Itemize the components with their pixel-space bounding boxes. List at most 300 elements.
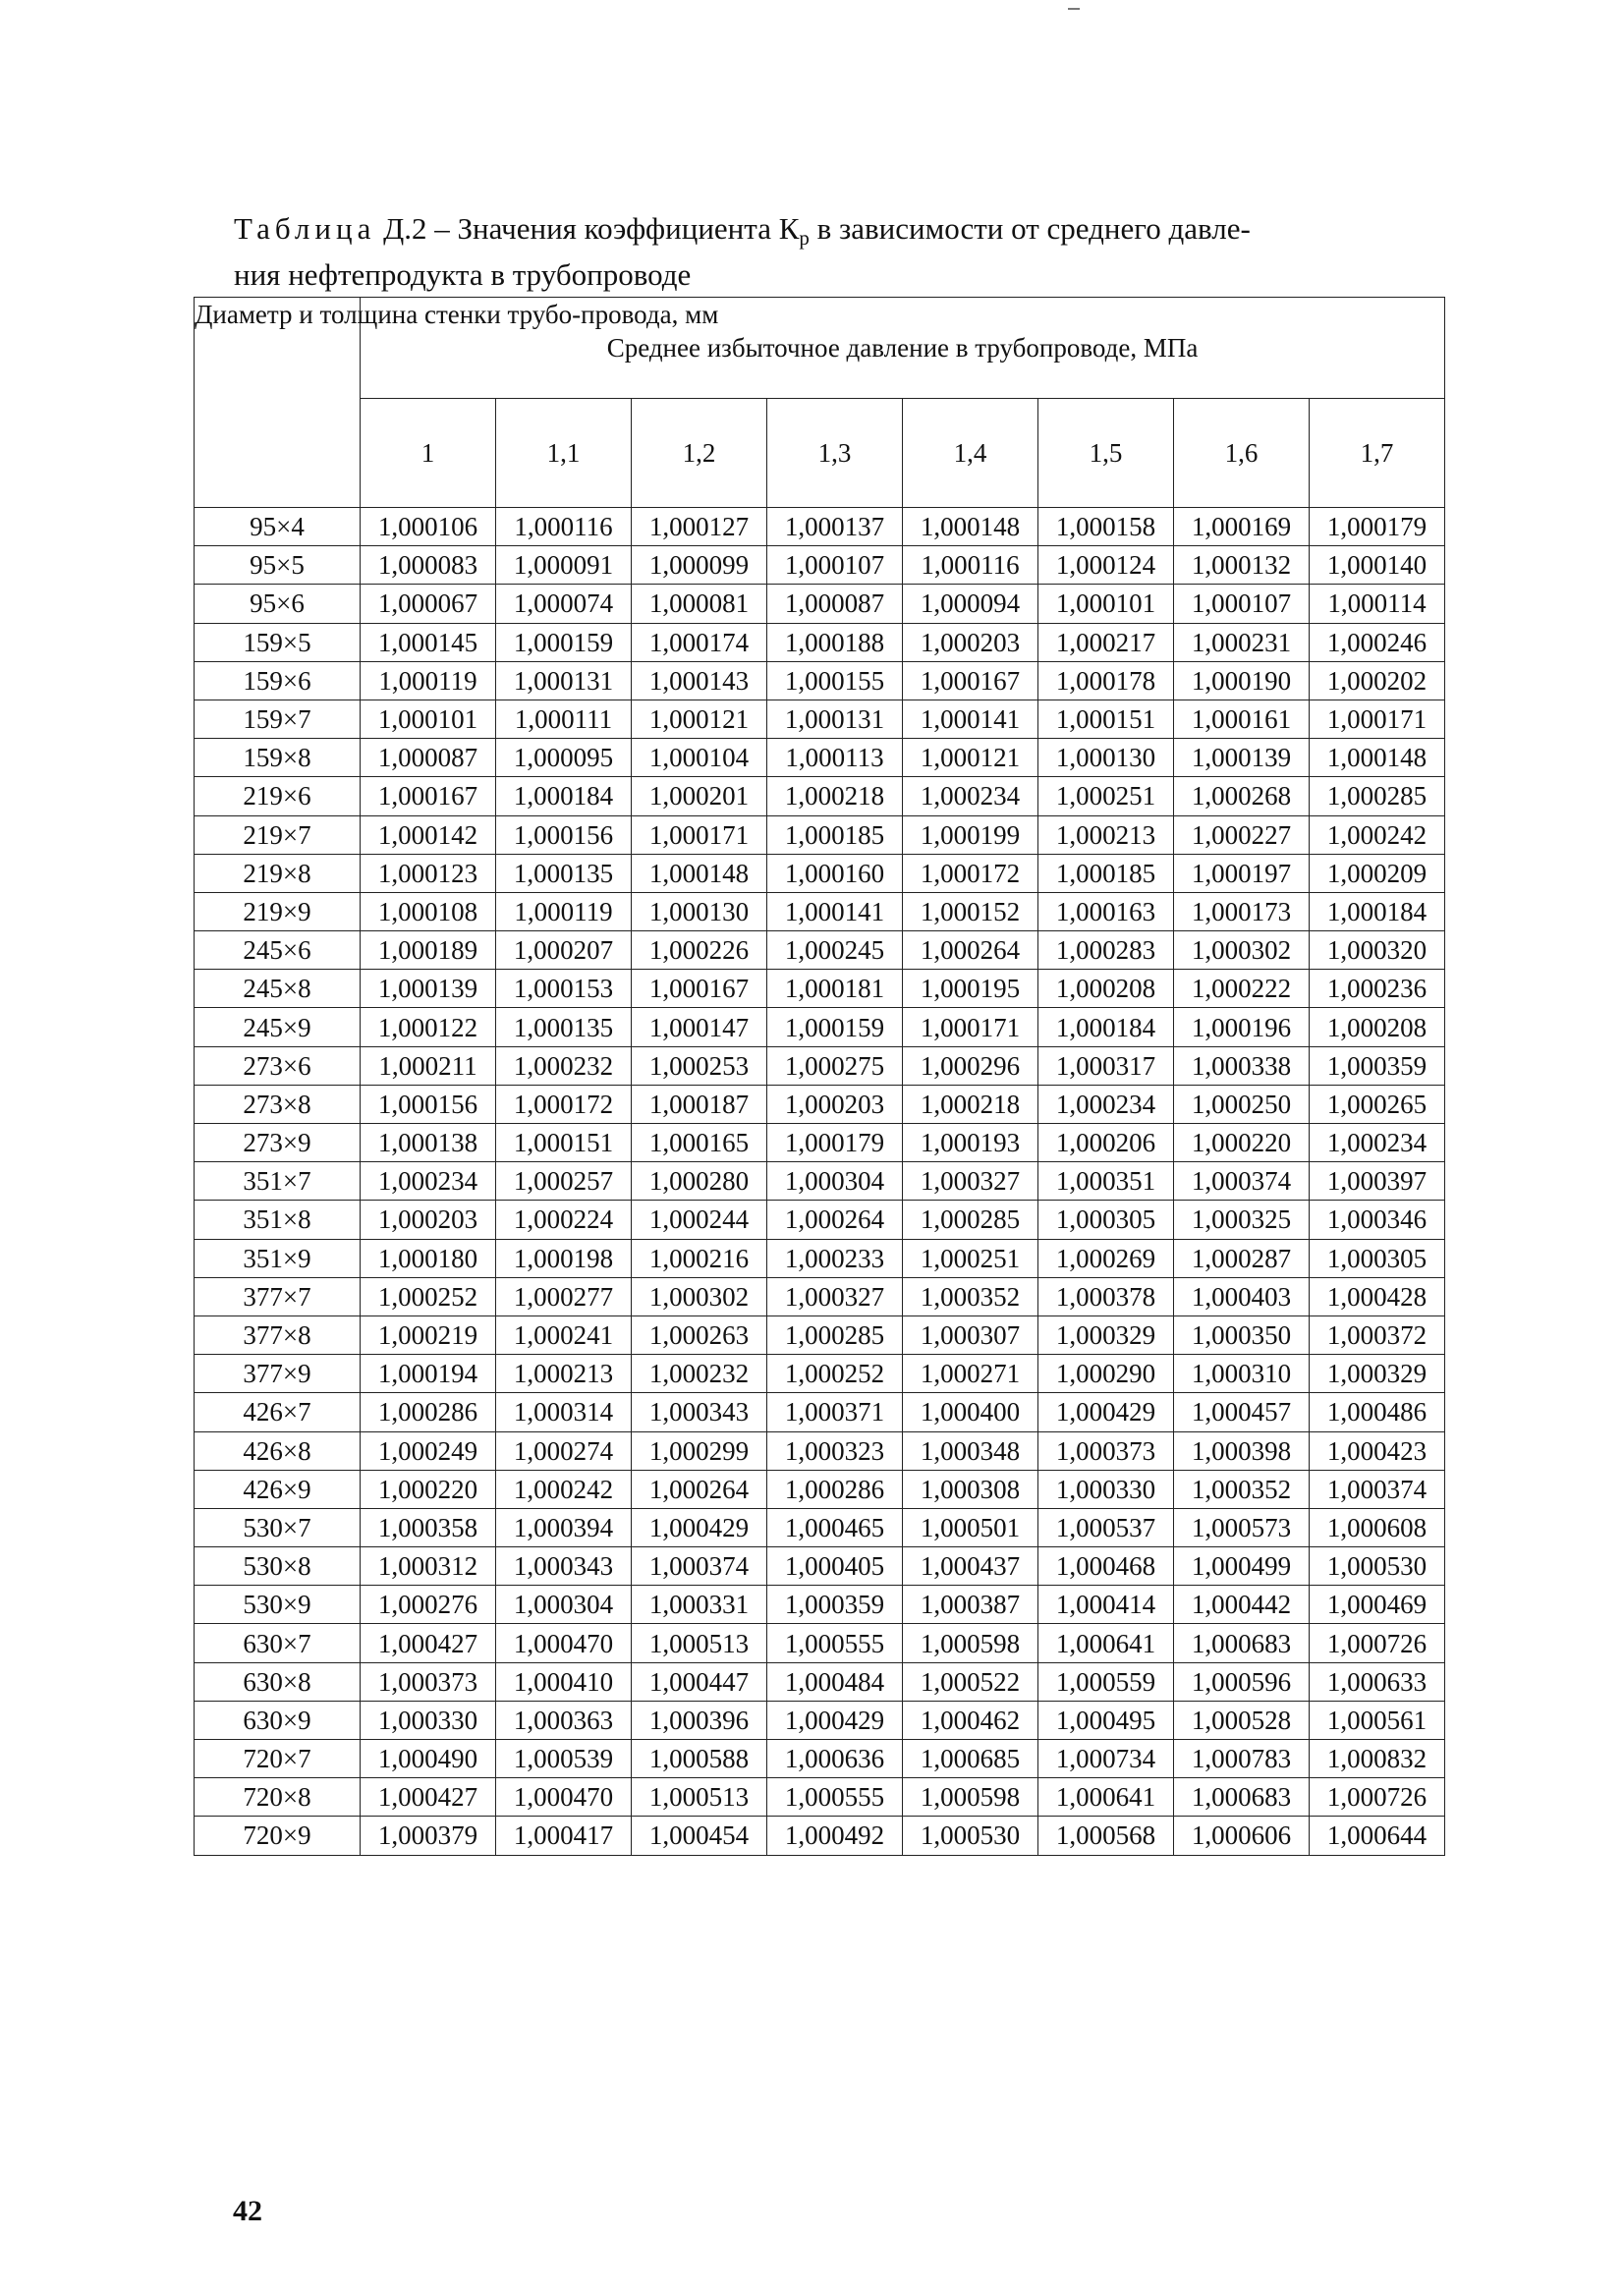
coefficient-cell: 1,000394 bbox=[496, 1508, 632, 1546]
coefficient-cell: 1,000501 bbox=[903, 1508, 1038, 1546]
pipe-size-cell: 245×6 bbox=[195, 931, 361, 970]
coefficient-cell: 1,000153 bbox=[496, 970, 632, 1008]
coefficient-cell: 1,000598 bbox=[903, 1624, 1038, 1662]
table-row bbox=[195, 1085, 1445, 1123]
coefficient-cell: 1,000329 bbox=[1310, 1355, 1445, 1393]
coefficient-cell: 1,000189 bbox=[361, 931, 496, 970]
coefficient-cell: 1,000371 bbox=[767, 1393, 903, 1431]
table-row bbox=[195, 1008, 1445, 1046]
pipe-size-cell: 630×9 bbox=[195, 1701, 361, 1739]
coefficient-cell: 1,000106 bbox=[361, 508, 496, 546]
coefficient-cell: 1,000304 bbox=[496, 1586, 632, 1624]
coefficient-cell: 1,000343 bbox=[496, 1547, 632, 1586]
caption-subscript: р bbox=[799, 226, 810, 250]
coefficient-cell: 1,000222 bbox=[1174, 970, 1310, 1008]
table-row bbox=[195, 1162, 1445, 1201]
coefficient-cell: 1,000220 bbox=[1174, 1124, 1310, 1162]
coefficient-cell: 1,000469 bbox=[1310, 1586, 1445, 1624]
coefficient-cell: 1,000123 bbox=[361, 854, 496, 892]
coefficient-cell: 1,000159 bbox=[767, 1008, 903, 1046]
coefficient-cell: 1,000350 bbox=[1174, 1315, 1310, 1354]
coefficient-cell: 1,000197 bbox=[1174, 854, 1310, 892]
coefficient-cell: 1,000257 bbox=[496, 1162, 632, 1201]
coefficient-cell: 1,000209 bbox=[1310, 854, 1445, 892]
table-row bbox=[195, 1817, 1445, 1855]
coefficient-cell: 1,000234 bbox=[1310, 1124, 1445, 1162]
coefficient-cell: 1,000107 bbox=[767, 546, 903, 585]
caption-line-1 bbox=[234, 210, 1442, 256]
coefficient-cell: 1,000160 bbox=[767, 854, 903, 892]
diameter-header: Диаметр и толщина стенки трубо-провода, мм bbox=[195, 298, 361, 508]
coefficient-cell: 1,000208 bbox=[1038, 970, 1174, 1008]
coefficient-cell: 1,000457 bbox=[1174, 1393, 1310, 1431]
coefficient-cell: 1,000217 bbox=[1038, 623, 1174, 661]
coefficient-cell: 1,000636 bbox=[767, 1740, 903, 1778]
coefficient-cell: 1,000346 bbox=[1310, 1201, 1445, 1239]
coefficient-cell: 1,000094 bbox=[903, 585, 1038, 623]
coefficient-cell: 1,000462 bbox=[903, 1701, 1038, 1739]
coefficient-cell: 1,000429 bbox=[1038, 1393, 1174, 1431]
coefficient-table bbox=[194, 297, 1445, 1856]
coefficient-cell: 1,000286 bbox=[361, 1393, 496, 1431]
coefficient-cell: 1,000216 bbox=[632, 1239, 767, 1277]
coefficient-cell: 1,000138 bbox=[361, 1124, 496, 1162]
coefficient-cell: 1,000158 bbox=[1038, 508, 1174, 546]
table-row bbox=[195, 1046, 1445, 1085]
coefficient-cell: 1,000304 bbox=[767, 1162, 903, 1201]
coefficient-cell: 1,000087 bbox=[361, 739, 496, 777]
coefficient-cell: 1,000119 bbox=[361, 661, 496, 700]
coefficient-cell: 1,000132 bbox=[1174, 546, 1310, 585]
coefficient-cell: 1,000596 bbox=[1174, 1662, 1310, 1701]
coefficient-cell: 1,000397 bbox=[1310, 1162, 1445, 1201]
coefficient-cell: 1,000167 bbox=[903, 661, 1038, 700]
coefficient-cell: 1,000114 bbox=[1310, 585, 1445, 623]
pipe-size-cell: 426×8 bbox=[195, 1431, 361, 1470]
table-row bbox=[195, 700, 1445, 738]
header-row-1 bbox=[195, 298, 1445, 399]
coefficient-cell: 1,000139 bbox=[1174, 739, 1310, 777]
coefficient-cell: 1,000131 bbox=[496, 661, 632, 700]
coefficient-cell: 1,000194 bbox=[361, 1355, 496, 1393]
coefficient-cell: 1,000087 bbox=[767, 585, 903, 623]
coefficient-cell: 1,000251 bbox=[1038, 777, 1174, 815]
coefficient-cell: 1,000465 bbox=[767, 1508, 903, 1546]
table-row bbox=[195, 892, 1445, 930]
pipe-size-cell: 159×6 bbox=[195, 661, 361, 700]
coefficient-cell: 1,000277 bbox=[496, 1277, 632, 1315]
coefficient-cell: 1,000588 bbox=[632, 1740, 767, 1778]
coefficient-cell: 1,000179 bbox=[767, 1124, 903, 1162]
coefficient-cell: 1,000156 bbox=[496, 815, 632, 854]
table-row bbox=[195, 1586, 1445, 1624]
coefficient-cell: 1,000428 bbox=[1310, 1277, 1445, 1315]
coefficient-cell: 1,000206 bbox=[1038, 1124, 1174, 1162]
pipe-size-cell: 351×9 bbox=[195, 1239, 361, 1277]
coefficient-cell: 1,000359 bbox=[767, 1586, 903, 1624]
pipe-size-cell: 273×8 bbox=[195, 1085, 361, 1123]
coefficient-cell: 1,000122 bbox=[361, 1008, 496, 1046]
pipe-size-cell: 630×7 bbox=[195, 1624, 361, 1662]
table-row bbox=[195, 1470, 1445, 1508]
coefficient-cell: 1,000180 bbox=[361, 1239, 496, 1277]
coefficient-cell: 1,000359 bbox=[1310, 1046, 1445, 1085]
pipe-size-cell: 159×5 bbox=[195, 623, 361, 661]
coefficient-cell: 1,000323 bbox=[767, 1431, 903, 1470]
coefficient-cell: 1,000331 bbox=[632, 1586, 767, 1624]
table-row bbox=[195, 1547, 1445, 1586]
coefficient-cell: 1,000683 bbox=[1174, 1624, 1310, 1662]
coefficient-cell: 1,000111 bbox=[496, 700, 632, 738]
coefficient-cell: 1,000783 bbox=[1174, 1740, 1310, 1778]
coefficient-cell: 1,000190 bbox=[1174, 661, 1310, 700]
table-row bbox=[195, 854, 1445, 892]
coefficient-cell: 1,000241 bbox=[496, 1315, 632, 1354]
coefficient-cell: 1,000242 bbox=[496, 1470, 632, 1508]
pipe-size-cell: 630×8 bbox=[195, 1662, 361, 1701]
coefficient-cell: 1,000234 bbox=[903, 777, 1038, 815]
pressure-column-header: 1,6 bbox=[1174, 399, 1310, 508]
table-row bbox=[195, 777, 1445, 815]
coefficient-cell: 1,000203 bbox=[361, 1201, 496, 1239]
pressure-column-header: 1,4 bbox=[903, 399, 1038, 508]
caption-line-2: ния нефтепродукта в трубопроводе bbox=[234, 257, 692, 292]
coefficient-cell: 1,000378 bbox=[1038, 1277, 1174, 1315]
coefficient-cell: 1,000246 bbox=[1310, 623, 1445, 661]
pipe-size-cell: 530×7 bbox=[195, 1508, 361, 1546]
coefficient-cell: 1,000555 bbox=[767, 1778, 903, 1817]
coefficient-cell: 1,000151 bbox=[1038, 700, 1174, 738]
coefficient-cell: 1,000101 bbox=[361, 700, 496, 738]
coefficient-cell: 1,000121 bbox=[903, 739, 1038, 777]
coefficient-cell: 1,000325 bbox=[1174, 1201, 1310, 1239]
table-caption bbox=[234, 210, 1442, 294]
coefficient-cell: 1,000141 bbox=[903, 700, 1038, 738]
table-row bbox=[195, 815, 1445, 854]
coefficient-cell: 1,000329 bbox=[1038, 1315, 1174, 1354]
coefficient-cell: 1,000363 bbox=[496, 1701, 632, 1739]
coefficient-cell: 1,000287 bbox=[1174, 1239, 1310, 1277]
coefficient-cell: 1,000685 bbox=[903, 1740, 1038, 1778]
coefficient-cell: 1,000141 bbox=[767, 892, 903, 930]
pipe-size-cell: 720×8 bbox=[195, 1778, 361, 1817]
coefficient-cell: 1,000213 bbox=[496, 1355, 632, 1393]
coefficient-cell: 1,000305 bbox=[1038, 1201, 1174, 1239]
coefficient-cell: 1,000131 bbox=[767, 700, 903, 738]
coefficient-cell: 1,000184 bbox=[496, 777, 632, 815]
coefficient-cell: 1,000231 bbox=[1174, 623, 1310, 661]
coefficient-cell: 1,000236 bbox=[1310, 970, 1445, 1008]
coefficient-cell: 1,000107 bbox=[1174, 585, 1310, 623]
table-row bbox=[195, 1508, 1445, 1546]
coefficient-cell: 1,000091 bbox=[496, 546, 632, 585]
header-row-2 bbox=[195, 399, 1445, 508]
coefficient-cell: 1,000161 bbox=[1174, 700, 1310, 738]
pipe-size-cell: 273×6 bbox=[195, 1046, 361, 1085]
pressure-column-header: 1 bbox=[361, 399, 496, 508]
table-row bbox=[195, 1662, 1445, 1701]
pressure-column-header: 1,7 bbox=[1310, 399, 1445, 508]
coefficient-cell: 1,000374 bbox=[1310, 1470, 1445, 1508]
coefficient-cell: 1,000530 bbox=[903, 1817, 1038, 1855]
pipe-size-cell: 95×6 bbox=[195, 585, 361, 623]
coefficient-cell: 1,000327 bbox=[767, 1277, 903, 1315]
coefficient-cell: 1,000218 bbox=[767, 777, 903, 815]
coefficient-cell: 1,000083 bbox=[361, 546, 496, 585]
coefficient-cell: 1,000310 bbox=[1174, 1355, 1310, 1393]
coefficient-cell: 1,000405 bbox=[767, 1547, 903, 1586]
coefficient-cell: 1,000492 bbox=[767, 1817, 903, 1855]
coefficient-cell: 1,000249 bbox=[361, 1431, 496, 1470]
coefficient-cell: 1,000264 bbox=[632, 1470, 767, 1508]
coefficient-cell: 1,000101 bbox=[1038, 585, 1174, 623]
coefficient-cell: 1,000104 bbox=[632, 739, 767, 777]
coefficient-cell: 1,000442 bbox=[1174, 1586, 1310, 1624]
coefficient-cell: 1,000330 bbox=[361, 1701, 496, 1739]
pipe-size-cell: 530×8 bbox=[195, 1547, 361, 1586]
coefficient-cell: 1,000178 bbox=[1038, 661, 1174, 700]
pipe-size-cell: 530×9 bbox=[195, 1586, 361, 1624]
coefficient-cell: 1,000251 bbox=[903, 1239, 1038, 1277]
coefficient-cell: 1,000148 bbox=[632, 854, 767, 892]
coefficient-cell: 1,000140 bbox=[1310, 546, 1445, 585]
pipe-size-cell: 219×8 bbox=[195, 854, 361, 892]
table-row bbox=[195, 1624, 1445, 1662]
coefficient-cell: 1,000308 bbox=[903, 1470, 1038, 1508]
coefficient-cell: 1,000155 bbox=[767, 661, 903, 700]
coefficient-cell: 1,000242 bbox=[1310, 815, 1445, 854]
coefficient-cell: 1,000108 bbox=[361, 892, 496, 930]
coefficient-cell: 1,000598 bbox=[903, 1778, 1038, 1817]
coefficient-cell: 1,000283 bbox=[1038, 931, 1174, 970]
coefficient-cell: 1,000147 bbox=[632, 1008, 767, 1046]
coefficient-cell: 1,000429 bbox=[632, 1508, 767, 1546]
coefficient-cell: 1,000537 bbox=[1038, 1508, 1174, 1546]
coefficient-cell: 1,000184 bbox=[1038, 1008, 1174, 1046]
coefficient-cell: 1,000429 bbox=[767, 1701, 903, 1739]
coefficient-cell: 1,000348 bbox=[903, 1431, 1038, 1470]
coefficient-cell: 1,000528 bbox=[1174, 1701, 1310, 1739]
coefficient-cell: 1,000290 bbox=[1038, 1355, 1174, 1393]
table-row bbox=[195, 1239, 1445, 1277]
pipe-size-cell: 219×7 bbox=[195, 815, 361, 854]
coefficient-cell: 1,000202 bbox=[1310, 661, 1445, 700]
coefficient-cell: 1,000264 bbox=[767, 1201, 903, 1239]
coefficient-cell: 1,000181 bbox=[767, 970, 903, 1008]
coefficient-cell: 1,000171 bbox=[632, 815, 767, 854]
coefficient-cell: 1,000220 bbox=[361, 1470, 496, 1508]
pipe-size-cell: 159×7 bbox=[195, 700, 361, 738]
coefficient-cell: 1,000470 bbox=[496, 1778, 632, 1817]
coefficient-cell: 1,000116 bbox=[903, 546, 1038, 585]
coefficient-cell: 1,000268 bbox=[1174, 777, 1310, 815]
coefficient-cell: 1,000135 bbox=[496, 854, 632, 892]
coefficient-cell: 1,000124 bbox=[1038, 546, 1174, 585]
coefficient-cell: 1,000314 bbox=[496, 1393, 632, 1431]
coefficient-cell: 1,000539 bbox=[496, 1740, 632, 1778]
scan-mark bbox=[1068, 8, 1080, 10]
pipe-size-cell: 351×7 bbox=[195, 1162, 361, 1201]
table-row bbox=[195, 1778, 1445, 1817]
coefficient-cell: 1,000396 bbox=[632, 1701, 767, 1739]
coefficient-cell: 1,000116 bbox=[496, 508, 632, 546]
caption-rest: в зависимости от среднего давле- bbox=[809, 211, 1251, 246]
coefficient-cell: 1,000633 bbox=[1310, 1662, 1445, 1701]
coefficient-cell: 1,000184 bbox=[1310, 892, 1445, 930]
coefficient-cell: 1,000074 bbox=[496, 585, 632, 623]
table-row bbox=[195, 1431, 1445, 1470]
coefficient-cell: 1,000683 bbox=[1174, 1778, 1310, 1817]
coefficient-cell: 1,000232 bbox=[632, 1355, 767, 1393]
coefficient-cell: 1,000559 bbox=[1038, 1662, 1174, 1701]
table-row bbox=[195, 1393, 1445, 1431]
pressure-column-header: 1,3 bbox=[767, 399, 903, 508]
coefficient-cell: 1,000174 bbox=[632, 623, 767, 661]
coefficient-cell: 1,000832 bbox=[1310, 1740, 1445, 1778]
coefficient-cell: 1,000490 bbox=[361, 1740, 496, 1778]
coefficient-cell: 1,000099 bbox=[632, 546, 767, 585]
coefficient-cell: 1,000437 bbox=[903, 1547, 1038, 1586]
coefficient-cell: 1,000358 bbox=[361, 1508, 496, 1546]
table-row bbox=[195, 546, 1445, 585]
pipe-size-cell: 95×5 bbox=[195, 546, 361, 585]
coefficient-cell: 1,000573 bbox=[1174, 1508, 1310, 1546]
coefficient-cell: 1,000148 bbox=[1310, 739, 1445, 777]
coefficient-cell: 1,000188 bbox=[767, 623, 903, 661]
coefficient-cell: 1,000302 bbox=[1174, 931, 1310, 970]
coefficient-cell: 1,000095 bbox=[496, 739, 632, 777]
coefficient-cell: 1,000447 bbox=[632, 1662, 767, 1701]
coefficient-cell: 1,000302 bbox=[632, 1277, 767, 1315]
coefficient-cell: 1,000330 bbox=[1038, 1470, 1174, 1508]
pipe-size-cell: 720×9 bbox=[195, 1817, 361, 1855]
coefficient-cell: 1,000193 bbox=[903, 1124, 1038, 1162]
coefficient-cell: 1,000199 bbox=[903, 815, 1038, 854]
coefficient-cell: 1,000285 bbox=[903, 1201, 1038, 1239]
coefficient-cell: 1,000484 bbox=[767, 1662, 903, 1701]
coefficient-cell: 1,000320 bbox=[1310, 931, 1445, 970]
coefficient-cell: 1,000561 bbox=[1310, 1701, 1445, 1739]
coefficient-cell: 1,000285 bbox=[767, 1315, 903, 1354]
coefficient-cell: 1,000227 bbox=[1174, 815, 1310, 854]
coefficient-cell: 1,000130 bbox=[632, 892, 767, 930]
table-row bbox=[195, 1355, 1445, 1393]
coefficient-cell: 1,000159 bbox=[496, 623, 632, 661]
coefficient-cell: 1,000172 bbox=[903, 854, 1038, 892]
coefficient-cell: 1,000522 bbox=[903, 1662, 1038, 1701]
coefficient-cell: 1,000351 bbox=[1038, 1162, 1174, 1201]
pipe-size-cell: 351×8 bbox=[195, 1201, 361, 1239]
pressure-column-header: 1,2 bbox=[632, 399, 767, 508]
coefficient-cell: 1,000352 bbox=[903, 1277, 1038, 1315]
coefficient-cell: 1,000414 bbox=[1038, 1586, 1174, 1624]
coefficient-cell: 1,000245 bbox=[767, 931, 903, 970]
coefficient-cell: 1,000427 bbox=[361, 1778, 496, 1817]
coefficient-cell: 1,000555 bbox=[767, 1624, 903, 1662]
pressure-group-header: Среднее избыточное давление в трубопроводе, МПа bbox=[361, 298, 1445, 399]
pipe-size-cell: 219×9 bbox=[195, 892, 361, 930]
table-row bbox=[195, 1277, 1445, 1315]
coefficient-cell: 1,000726 bbox=[1310, 1778, 1445, 1817]
coefficient-cell: 1,000568 bbox=[1038, 1817, 1174, 1855]
coefficient-cell: 1,000374 bbox=[1174, 1162, 1310, 1201]
coefficient-cell: 1,000198 bbox=[496, 1239, 632, 1277]
coefficient-cell: 1,000606 bbox=[1174, 1817, 1310, 1855]
coefficient-cell: 1,000151 bbox=[496, 1124, 632, 1162]
table-row bbox=[195, 1201, 1445, 1239]
table-row bbox=[195, 1740, 1445, 1778]
table-row bbox=[195, 931, 1445, 970]
coefficient-cell: 1,000252 bbox=[361, 1277, 496, 1315]
coefficient-cell: 1,000343 bbox=[632, 1393, 767, 1431]
coefficient-cell: 1,000250 bbox=[1174, 1085, 1310, 1123]
coefficient-cell: 1,000171 bbox=[903, 1008, 1038, 1046]
pipe-size-cell: 273×9 bbox=[195, 1124, 361, 1162]
table-row bbox=[195, 739, 1445, 777]
coefficient-cell: 1,000121 bbox=[632, 700, 767, 738]
coefficient-cell: 1,000327 bbox=[903, 1162, 1038, 1201]
coefficient-cell: 1,000387 bbox=[903, 1586, 1038, 1624]
coefficient-cell: 1,000252 bbox=[767, 1355, 903, 1393]
coefficient-cell: 1,000379 bbox=[361, 1817, 496, 1855]
coefficient-cell: 1,000213 bbox=[1038, 815, 1174, 854]
coefficient-cell: 1,000211 bbox=[361, 1046, 496, 1085]
coefficient-cell: 1,000165 bbox=[632, 1124, 767, 1162]
coefficient-cell: 1,000299 bbox=[632, 1431, 767, 1470]
coefficient-cell: 1,000201 bbox=[632, 777, 767, 815]
coefficient-cell: 1,000274 bbox=[496, 1431, 632, 1470]
pipe-size-cell: 377×9 bbox=[195, 1355, 361, 1393]
coefficient-cell: 1,000152 bbox=[903, 892, 1038, 930]
coefficient-cell: 1,000142 bbox=[361, 815, 496, 854]
coefficient-cell: 1,000403 bbox=[1174, 1277, 1310, 1315]
coefficient-cell: 1,000203 bbox=[903, 623, 1038, 661]
pipe-size-cell: 219×6 bbox=[195, 777, 361, 815]
coefficient-cell: 1,000373 bbox=[361, 1662, 496, 1701]
table-row bbox=[195, 970, 1445, 1008]
coefficient-cell: 1,000644 bbox=[1310, 1817, 1445, 1855]
coefficient-cell: 1,000232 bbox=[496, 1046, 632, 1085]
pipe-size-cell: 377×7 bbox=[195, 1277, 361, 1315]
coefficient-cell: 1,000275 bbox=[767, 1046, 903, 1085]
coefficient-cell: 1,000608 bbox=[1310, 1508, 1445, 1546]
coefficient-cell: 1,000486 bbox=[1310, 1393, 1445, 1431]
coefficient-cell: 1,000499 bbox=[1174, 1547, 1310, 1586]
coefficient-cell: 1,000234 bbox=[1038, 1085, 1174, 1123]
table-row bbox=[195, 623, 1445, 661]
coefficient-cell: 1,000148 bbox=[903, 508, 1038, 546]
coefficient-cell: 1,000427 bbox=[361, 1624, 496, 1662]
caption-text: Д.2 – Значения коэффициента К bbox=[375, 211, 800, 246]
coefficient-cell: 1,000253 bbox=[632, 1046, 767, 1085]
coefficient-cell: 1,000312 bbox=[361, 1547, 496, 1586]
coefficient-cell: 1,000410 bbox=[496, 1662, 632, 1701]
table-row bbox=[195, 585, 1445, 623]
coefficient-cell: 1,000224 bbox=[496, 1201, 632, 1239]
coefficient-cell: 1,000145 bbox=[361, 623, 496, 661]
coefficient-cell: 1,000305 bbox=[1310, 1239, 1445, 1277]
coefficient-cell: 1,000139 bbox=[361, 970, 496, 1008]
coefficient-cell: 1,000167 bbox=[632, 970, 767, 1008]
pipe-size-cell: 426×7 bbox=[195, 1393, 361, 1431]
coefficient-cell: 1,000173 bbox=[1174, 892, 1310, 930]
pipe-size-cell: 720×7 bbox=[195, 1740, 361, 1778]
pipe-size-cell: 159×8 bbox=[195, 739, 361, 777]
coefficient-cell: 1,000219 bbox=[361, 1315, 496, 1354]
table-row bbox=[195, 1701, 1445, 1739]
coefficient-cell: 1,000185 bbox=[767, 815, 903, 854]
coefficient-cell: 1,000338 bbox=[1174, 1046, 1310, 1085]
